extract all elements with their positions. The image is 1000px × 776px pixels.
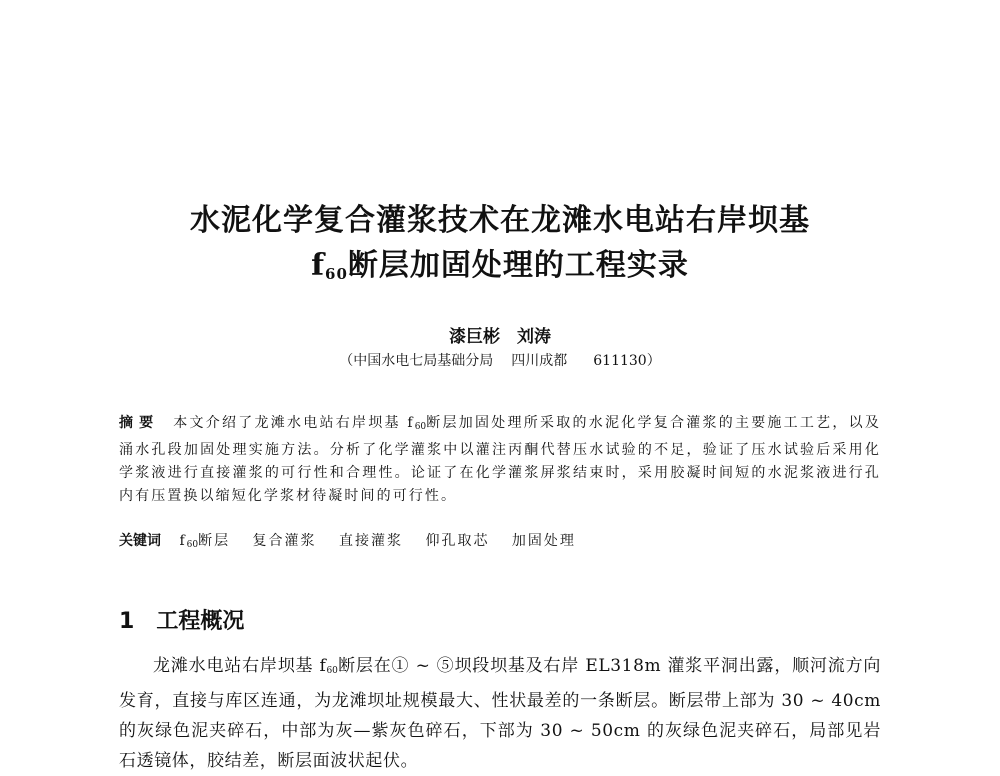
title-rest: 断层加固处理的工程实录 xyxy=(347,248,689,283)
affiliation-zip: 611130） xyxy=(593,353,661,369)
paper-title-line-2 xyxy=(0,240,1000,284)
keyword-item: 加固处理 xyxy=(511,533,576,549)
affiliation-org: （中国水电七局基础分局 xyxy=(339,353,494,369)
title-fault-f: f xyxy=(311,248,326,283)
title-fault-subscript: 60 xyxy=(325,265,348,283)
keyword-item: 直接灌浆 xyxy=(339,533,403,549)
abstract xyxy=(119,412,881,508)
keywords-label: 关键词 xyxy=(119,533,161,549)
affiliation xyxy=(0,350,1000,370)
abstract-text-after: 断层加固处理所采取的水泥化学复合灌浆的主要施工工艺，以及涌水孔段加固处理实施方法。分析了化学灌浆中以灌注丙酮代替压水试验的不足，验证了压水试验后采用化学浆液进行直接灌浆的可行性和合理性。论证了在化学灌浆屏浆结束时，采用胶凝时间短的水泥浆液进行孔内有压置换以缩短化学浆材待凝时间的可行性。 xyxy=(119,415,881,504)
abstract-text-before: 本文介绍了龙滩水电站右岸坝基 f xyxy=(173,415,415,431)
abstract-subscript: 60 xyxy=(414,422,427,432)
body-paragraph xyxy=(119,651,881,776)
keyword-item xyxy=(179,533,230,549)
paragraph-subscript: 60 xyxy=(326,666,338,676)
keywords xyxy=(119,530,592,550)
paragraph-text-before: 龙滩水电站右岸坝基 f xyxy=(153,656,327,676)
section-number: 1 xyxy=(119,609,135,634)
affiliation-place: 四川成都 xyxy=(511,353,568,369)
keyword-text-post: 断层 xyxy=(198,533,231,549)
section-title: 工程概况 xyxy=(156,609,245,634)
paragraph-text-after: 断层在① ~ ⑤坝段坝基及右岸 EL318m 灌浆平洞出露，顺河流方向发育，直接与库区连通，为龙滩坝址规模最大、性状最差的一条断层。断层带上部为 30 ~ 40cm 的灰绿色泥夹碎石，中部为灰—紫灰色碎石，下部为 30 ~ 50cm 的灰绿色泥夹碎石，局部见岩石透镜体，胶结差，断层面波状起伏。 xyxy=(119,656,882,771)
authors: 漆巨彬 刘涛 xyxy=(449,327,551,347)
paper-title-line-1: 水泥化学复合灌浆技术在龙滩水电站右岸坝基 xyxy=(190,203,810,238)
keyword-text: f xyxy=(179,533,187,549)
keyword-item: 复合灌浆 xyxy=(252,533,317,549)
keyword-item: 仰孔取芯 xyxy=(425,533,490,549)
keyword-subscript: 60 xyxy=(186,540,199,550)
section-heading xyxy=(119,604,244,635)
abstract-label: 摘要 xyxy=(119,415,160,431)
